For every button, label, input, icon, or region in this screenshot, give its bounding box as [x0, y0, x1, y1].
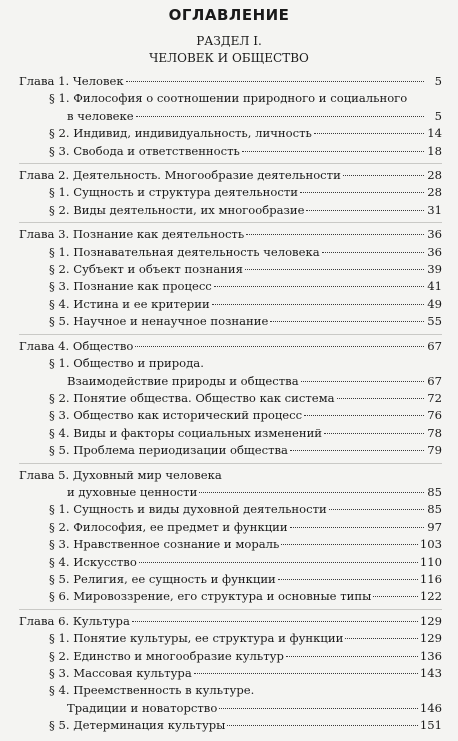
page-number: 103 [419, 537, 442, 552]
paragraph-entry[interactable] [19, 125, 442, 142]
dot-leader [199, 492, 424, 493]
dot-leader [300, 192, 424, 193]
paragraph-entry[interactable] [19, 501, 442, 518]
dot-leader [324, 433, 424, 434]
page-number: 110 [419, 554, 442, 569]
paragraph-entry-label: § 2. Индивид, индивидуальность, личность [49, 126, 312, 141]
paragraph-entry[interactable] [19, 313, 442, 330]
paragraph-entry-label: § 1. Сущность и виды духовной деятельности [49, 502, 327, 517]
paragraph-entry-label: § 4. Виды и факторы социальных изменений [49, 425, 323, 440]
dot-leader [278, 579, 418, 580]
page-number: 129 [419, 631, 442, 646]
paragraph-entry[interactable] [19, 442, 442, 459]
chapter-entry[interactable] [19, 167, 442, 184]
page-number: 85 [427, 484, 442, 499]
chapter-block [19, 338, 442, 464]
paragraph-entry-label: § 1. Сущность и структура деятельности [49, 185, 298, 200]
chapter-block [19, 226, 442, 334]
dot-leader [322, 252, 424, 253]
paragraph-entry[interactable] [19, 407, 442, 424]
page-number: 151 [419, 718, 442, 733]
page-number: 76 [427, 408, 442, 423]
dot-leader [132, 621, 418, 622]
paragraph-entry-label: Традиции и новаторство [67, 700, 218, 715]
page-number: 85 [427, 502, 442, 517]
chapter-entry-label: Глава 6. Культура [19, 613, 130, 628]
paragraph-entry-label: § 3. Свобода и ответственность [49, 143, 240, 158]
chapter-entry-label: и духовные ценности [67, 484, 198, 499]
page-number: 72 [427, 390, 442, 405]
page-number: 39 [427, 262, 442, 277]
paragraph-entry[interactable] [19, 571, 442, 588]
paragraph-entry[interactable] [19, 648, 442, 665]
dot-leader [301, 381, 424, 382]
page-number: 67 [427, 338, 442, 353]
page-number: 5 [434, 74, 442, 88]
page-number: 146 [419, 700, 442, 715]
dot-leader [246, 234, 424, 235]
page-number: 28 [427, 168, 442, 183]
paragraph-entry-label: в человеке [67, 108, 134, 123]
paragraph-entry[interactable] [19, 143, 442, 160]
dot-leader [245, 269, 424, 270]
paragraph-entry[interactable] [19, 630, 442, 647]
chapter-entry-label: Глава 2. Деятельность. Многообразие деятельности [19, 168, 341, 183]
paragraph-entry[interactable] [19, 665, 442, 682]
paragraph-entry-label: § 5. Проблема периодизации общества [49, 443, 288, 458]
page-number: 79 [427, 443, 442, 458]
chapter-entry-label: Глава 1. Человек [19, 74, 124, 88]
dot-leader [126, 81, 424, 82]
paragraph-entry-label: § 2. Субъект и объект познания [49, 262, 243, 277]
dot-leader [135, 346, 424, 347]
page-number: 5 [434, 108, 442, 123]
page-number: 136 [419, 648, 442, 663]
paragraph-title-line: § 4. Преемственность в культуре. [49, 683, 255, 698]
paragraph-entry-label: Взаимодействие природы и общества [67, 373, 299, 388]
paragraph-entry[interactable] [19, 108, 442, 125]
chapter-entry[interactable] [19, 73, 442, 90]
paragraph-entry[interactable] [19, 261, 442, 278]
dot-leader [286, 656, 418, 657]
paragraph-entry[interactable] [19, 373, 442, 390]
chapter-block [19, 73, 442, 164]
section-number: РАЗДЕЛ I. [196, 34, 262, 48]
paragraph-entry[interactable] [19, 390, 442, 407]
paragraph-entry-label: § 2. Философия, ее предмет и функции [49, 519, 288, 534]
paragraph-entry[interactable] [19, 244, 442, 261]
dot-leader [212, 304, 424, 305]
page-number: 67 [427, 373, 442, 388]
paragraph-entry-label: § 1. Понятие культуры, ее структура и функции [49, 631, 344, 646]
paragraph-entry-label: § 3. Массовая культура [49, 666, 192, 680]
dot-leader [337, 398, 424, 399]
chapter-entry-label: Глава 4. Общество [19, 338, 134, 353]
paragraph-entry[interactable] [19, 278, 442, 295]
page-number: 129 [419, 613, 442, 628]
dot-leader [194, 673, 418, 674]
paragraph-entry-label: § 3. Познание как процесс [49, 279, 212, 294]
paragraph-entry-label: § 5. Научное и ненаучное познание [49, 314, 269, 329]
page-number: 122 [419, 589, 442, 604]
paragraph-title-line: § 1. Философия о соотношении природного и социального [49, 91, 408, 106]
paragraph-entry-label: § 6. Мировоззрение, его структура и основные типы [49, 589, 372, 604]
paragraph-entry[interactable] [19, 588, 442, 605]
dot-leader [290, 450, 424, 451]
section-title: ЧЕЛОВЕК И ОБЩЕСТВО [149, 51, 309, 65]
paragraph-entry-label: § 4. Истина и ее критерии [49, 296, 210, 311]
paragraph-entry[interactable] [19, 717, 442, 734]
dot-leader [373, 596, 418, 597]
page-number: 97 [427, 519, 442, 534]
page-number: 78 [427, 425, 442, 440]
dot-leader [219, 708, 418, 709]
chapter-entry[interactable] [19, 226, 442, 243]
dot-leader [139, 562, 418, 563]
page-number: 116 [419, 571, 442, 586]
page-number: 55 [427, 314, 442, 329]
chapter-block [19, 467, 442, 610]
dot-leader [227, 725, 417, 726]
paragraph-entry[interactable] [19, 202, 442, 219]
paragraph-entry[interactable] [19, 554, 442, 571]
paragraph-entry-label: § 2. Виды деятельности, их многообразие [49, 202, 305, 217]
chapter-title-line: Глава 5. Духовный мир человека [19, 467, 222, 482]
section-heading [0, 33, 458, 67]
dot-leader [306, 210, 424, 211]
paragraph-entry[interactable] [19, 184, 442, 201]
paragraph-entry[interactable] [19, 425, 442, 442]
paragraph-entry-label: § 5. Детерминация культуры [49, 718, 226, 733]
page-number: 143 [419, 666, 442, 680]
page-number: 49 [427, 296, 442, 311]
page-title: ОГЛАВЛЕНИЕ [168, 6, 290, 24]
dot-leader [314, 133, 424, 134]
paragraph-title-line: § 1. Общество и природа. [49, 356, 204, 371]
dot-leader [345, 638, 418, 639]
dot-leader [136, 116, 424, 117]
dot-leader [343, 175, 424, 176]
paragraph-entry-label: § 2. Единство и многообразие культур [49, 648, 284, 663]
table-of-contents [19, 73, 442, 741]
page-number: 36 [427, 227, 442, 242]
paragraph-entry-label: § 4. Искусство [49, 554, 137, 569]
paragraph-entry-label: § 5. Религия, ее сущность и функции [49, 571, 276, 586]
dot-leader [290, 527, 424, 528]
paragraph-entry-label: § 3. Общество как исторический процесс [49, 408, 303, 423]
paragraph-entry-label: § 2. Понятие общества. Общество как система [49, 390, 335, 405]
chapter-entry[interactable] [19, 484, 442, 501]
page-number: 41 [427, 279, 442, 294]
chapter-entry[interactable] [19, 338, 442, 355]
paragraph-entry-label: § 3. Нравственное сознание и мораль [49, 537, 280, 552]
page-number: 14 [427, 126, 442, 141]
chapter-block [19, 613, 442, 738]
paragraph-entry[interactable] [19, 536, 442, 553]
chapter-entry[interactable] [19, 613, 442, 630]
paragraph-entry[interactable] [19, 700, 442, 717]
page-number: 18 [427, 143, 442, 158]
paragraph-entry-label: § 1. Познавательная деятельность человека [49, 244, 320, 259]
paragraph-entry[interactable] [19, 296, 442, 313]
paragraph-entry[interactable] [19, 519, 442, 536]
dot-leader [270, 321, 424, 322]
dot-leader [242, 151, 424, 152]
chapter-entry-label: Глава 3. Познание как деятельность [19, 227, 245, 242]
dot-leader [281, 544, 418, 545]
page-number: 36 [427, 244, 442, 259]
page-number: 28 [427, 185, 442, 200]
dot-leader [214, 286, 424, 287]
dot-leader [304, 415, 424, 416]
dot-leader [329, 509, 424, 510]
page-number: 31 [427, 202, 442, 217]
chapter-block [19, 167, 442, 223]
